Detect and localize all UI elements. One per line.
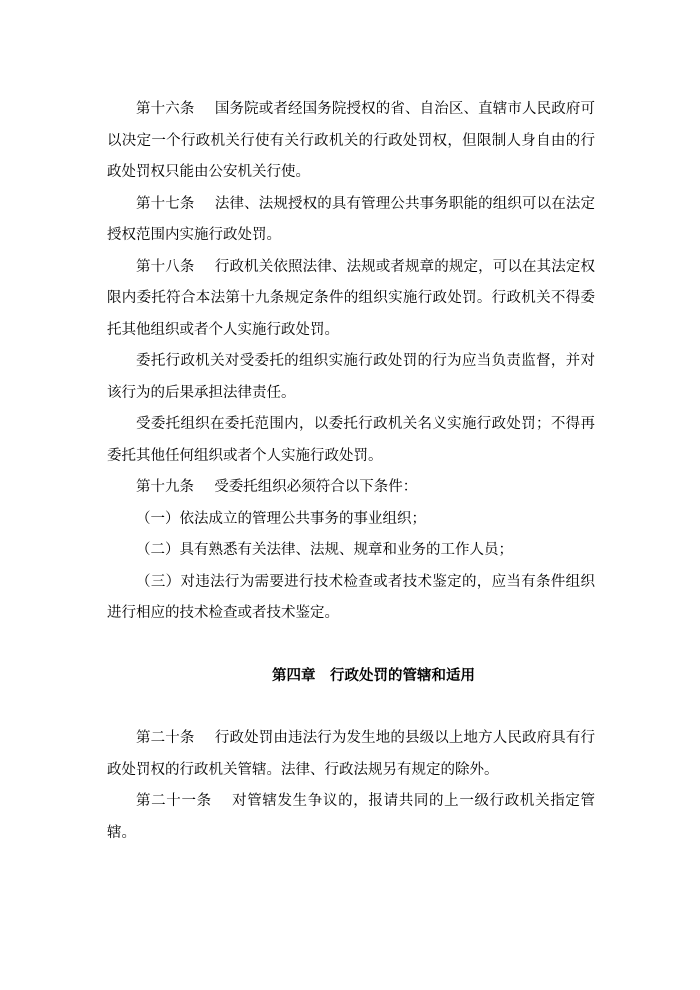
article-number: 第十八条 bbox=[136, 258, 195, 275]
article-text: 对管辖发生争议的，报请共同的上一级行政机关指定管辖。 bbox=[107, 793, 596, 841]
article-number: 第十六条 bbox=[136, 101, 195, 117]
article-number: 第二十条 bbox=[136, 730, 195, 746]
article-text: 行政机关依照法律、法规或者规章的规定，可以在其法定权限内委托符合本法第十九条规定条件的组织实施行政处罚。行政机关不得委托其他组织或者个人实施行政处罚。 bbox=[107, 258, 596, 338]
article-text: 受委托组织必须符合以下条件： bbox=[214, 479, 418, 495]
article-19 bbox=[107, 472, 595, 504]
article-18 bbox=[107, 252, 595, 347]
article-19-item-1: （一）依法成立的管理公共事务的事业组织； bbox=[136, 510, 426, 527]
article-20 bbox=[107, 723, 595, 786]
document-page bbox=[107, 94, 595, 849]
article-text: 行政处罚由违法行为发生地的县级以上地方人民政府具有行政处罚权的行政机关管辖。法律、行政法规另有规定的除外。 bbox=[107, 730, 596, 778]
article-17 bbox=[107, 189, 595, 252]
chapter-heading bbox=[107, 661, 595, 693]
article-text: 国务院或者经国务院授权的省、自治区、直辖市人民政府可以决定一个行政机关行使有关行政机关的行政处罚权，但限制人身自由的行政处罚权只能由公安机关行使。 bbox=[107, 101, 596, 180]
article-19-item-3: （三）对违法行为需要进行技术检查或者技术鉴定的，应当有条件组织进行相应的技术检查或者技术鉴定。 bbox=[107, 573, 595, 621]
article-number: 第十七条 bbox=[136, 195, 195, 212]
chapter-title: 行政处罚的管辖和适用 bbox=[330, 667, 475, 684]
article-text: 法律、法规授权的具有管理公共事务职能的组织可以在法定授权范围内实施行政处罚。 bbox=[107, 195, 596, 243]
article-16 bbox=[107, 94, 595, 189]
article-18-paragraph-3: 受委托组织在委托范围内，以委托行政机关名义实施行政处罚；不得再委托其他任何组织或者个人实施行政处罚。 bbox=[107, 416, 595, 464]
article-number: 第二十一条 bbox=[136, 793, 212, 809]
article-19-item-2: （二）具有熟悉有关法律、法规、规章和业务的工作人员； bbox=[136, 542, 513, 558]
article-18-paragraph-2: 委托行政机关对受委托的组织实施行政处罚的行为应当负责监督，并对该行为的后果承担法律责任。 bbox=[107, 353, 595, 401]
article-number: 第十九条 bbox=[136, 479, 194, 495]
article-21 bbox=[107, 786, 595, 849]
chapter-number: 第四章 bbox=[272, 667, 316, 684]
